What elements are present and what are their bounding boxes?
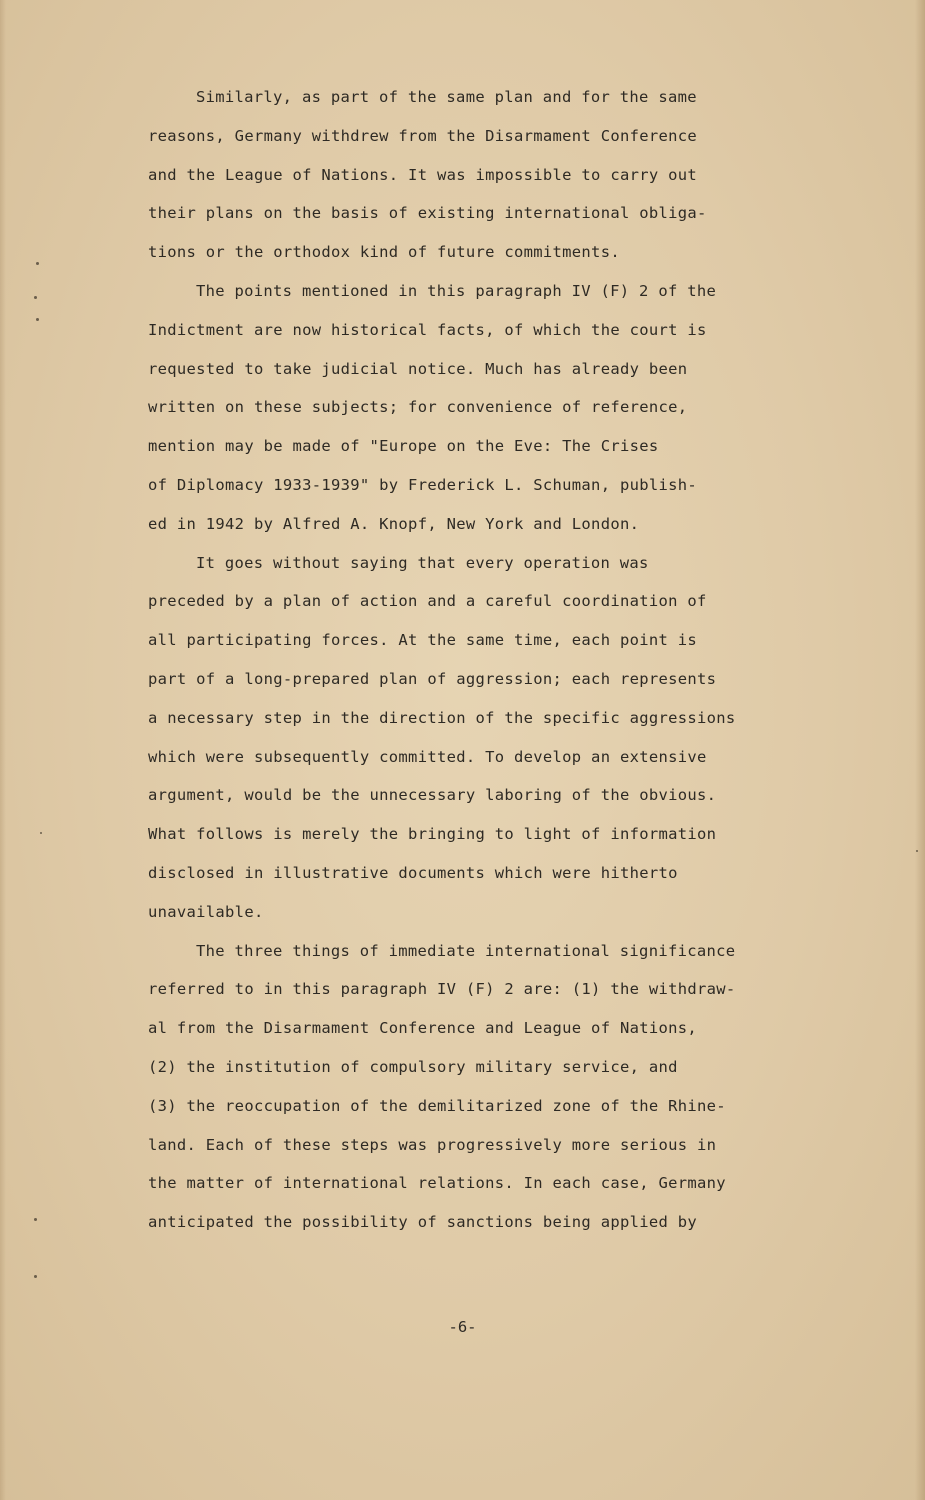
page-edge-shadow-left xyxy=(0,0,6,1500)
text-line: ed in 1942 by Alfred A. Knopf, New York and London. xyxy=(148,514,640,533)
text-line: part of a long-prepared plan of aggression; each represents xyxy=(148,669,717,688)
text-line: which were subsequently committed. To develop an extensive xyxy=(148,747,707,766)
document-body xyxy=(148,78,758,1242)
text-line: disclosed in illustrative documents which were hitherto xyxy=(148,863,678,882)
text-line: al from the Disarmament Conference and League of Nations, xyxy=(148,1019,698,1038)
text-line: all participating forces. At the same time, each point is xyxy=(148,631,698,650)
text-line: Indictment are now historical facts, of which the court is xyxy=(148,320,707,339)
text-line: The points mentioned in this paragraph IV (F) 2 of the xyxy=(196,281,717,300)
text-line: and the League of Nations. It was impossible to carry out xyxy=(148,165,698,184)
text-line: referred to in this paragraph IV (F) 2 are: (1) the withdraw- xyxy=(148,980,736,999)
text-line: written on these subjects; for convenience of reference, xyxy=(148,398,688,417)
text-line: The three things of immediate international significance xyxy=(196,941,736,960)
page-number: -6- xyxy=(448,1318,477,1336)
text-line: of Diplomacy 1933-1939" by Frederick L. Schuman, publish- xyxy=(148,475,698,494)
text-line: a necessary step in the direction of the specific aggressions xyxy=(148,708,736,727)
text-line: preceded by a plan of action and a careful coordination of xyxy=(148,592,707,611)
page-edge-shadow-right xyxy=(915,0,925,1500)
text-line: land. Each of these steps was progressively more serious in xyxy=(148,1135,717,1154)
paper-speck xyxy=(36,262,39,265)
text-line: their plans on the basis of existing international obliga- xyxy=(148,204,707,223)
text-line: unavailable. xyxy=(148,902,264,921)
text-line: reasons, Germany withdrew from the Disarmament Conference xyxy=(148,126,698,145)
paper-speck xyxy=(36,318,39,321)
text-line: It goes without saying that every operation was xyxy=(196,553,649,572)
text-line: What follows is merely the bringing to light of information xyxy=(148,825,717,844)
text-line: Similarly, as part of the same plan and for the same xyxy=(196,88,697,106)
text-line: anticipated the possibility of sanctions being applied by xyxy=(148,1213,698,1232)
paper-speck xyxy=(916,850,918,852)
text-line: (3) the reoccupation of the demilitarized zone of the Rhine- xyxy=(148,1096,726,1115)
text-line: tions or the orthodox kind of future commitments. xyxy=(148,243,620,262)
text-line: argument, would be the unnecessary laboring of the obvious. xyxy=(148,786,717,805)
text-line: the matter of international relations. In each case, Germany xyxy=(148,1174,726,1193)
text-line: (2) the institution of compulsory military service, and xyxy=(148,1057,678,1076)
paper-speck xyxy=(40,832,42,834)
paper-speck xyxy=(34,1218,37,1221)
paper-speck xyxy=(34,296,37,299)
paper-speck xyxy=(34,1275,37,1278)
text-line: mention may be made of "Europe on the Eve: The Crises xyxy=(148,437,659,456)
text-line: requested to take judicial notice. Much has already been xyxy=(148,359,688,378)
